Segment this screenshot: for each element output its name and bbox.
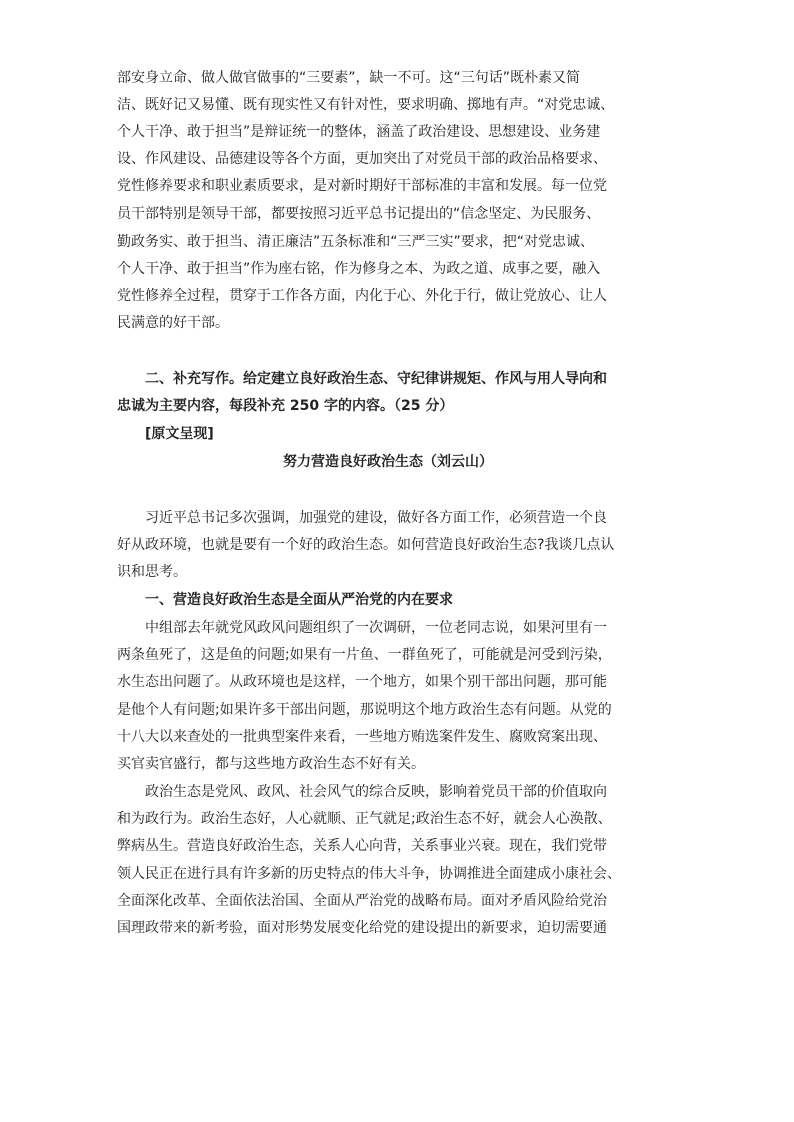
intro-text: 员干部特别是领导干部，都要按照习近平总书记提出的“信念坚定、为民服务、 (117, 206, 601, 222)
paragraph-2-text: 两条鱼死了，这是鱼的问题;如果有一片鱼、一群鱼死了，可能就是河受到污染， (117, 647, 612, 663)
article-intro-text: 好从政环境，也就是要有一个好的政治生态。如何营造良好政治生态?我谈几点认 (117, 537, 615, 553)
paragraph-3-text: 国理政带来的新考验，面对形势发展变化给党的建设提出的新要求，迫切需要通 (117, 920, 607, 936)
intro-text: 设、作风建设、品德建设等各个方面，更加突出了对党员干部的政治品格要求、 (117, 151, 607, 167)
intro-text: 洁、既好记又易懂、既有现实性又有针对性，要求明确、掷地有声。“对党忠诚、 (117, 97, 615, 113)
intro-text: 个人干净、敢于担当”是辩证统一的整体，涵盖了政治建设、思想建设、业务建 (117, 124, 601, 140)
paragraph-3-text: 政治生态是党风、政风、社会风气的综合反映，影响着党员干部的价值取向 (145, 784, 607, 800)
article-intro-text: 习近平总书记多次强调，加强党的建设，做好各方面工作，必须营造一个良 (145, 510, 607, 526)
article-title: 努力营造良好政治生态（刘云山） (283, 454, 493, 470)
intro-text: 民满意的好干部。 (117, 315, 229, 331)
subheading-1: 一、营造良好政治生态是全面从严治党的内在要求 (145, 592, 453, 608)
paragraph-2-text: 是他个人有问题;如果许多干部出问题，那说明这个地方政治生态有问题。从党的 (117, 702, 612, 718)
paragraph-3-text: 领人民正在进行具有许多新的历史特点的伟大斗争，协调推进全面建成小康社会、 (117, 866, 621, 882)
paragraph-3-text: 弊病丛生。营造良好政治生态，关系人心向背，关系事业兴衰。现在，我们党带 (117, 838, 607, 854)
intro-text: 部安身立命、做人做官做事的“三要素”，缺一不可。这“三句话”既朴素又简 (117, 70, 581, 86)
intro-text: 勤政务实、敢于担当、清正廉洁”五条标准和“三严三实”要求，把“对党忠诚、 (117, 234, 595, 250)
article-title-line (0, 452, 794, 472)
intro-text: 党性修养全过程，贯穿于工作各方面，内化于心、外化于行，做让党放心、让人 (117, 288, 607, 304)
section-heading-text: 忠诚为主要内容，每段补充 250 字的内容。（25 分） (117, 398, 454, 414)
original-label: [原文呈现] (145, 426, 214, 442)
paragraph-2-text: 买官卖官盛行，都与这些地方政治生态不好有关。 (117, 756, 425, 772)
section-heading-text: 二、补充写作。给定建立良好政治生态、守纪律讲规矩、作风与用人导向和 (145, 371, 607, 387)
intro-text: 党性修养要求和职业素质要求，是对新时期好干部标准的丰富和发展。每一位党 (117, 178, 607, 194)
intro-text: 个人干净、敢于担当”作为座右铭，作为修身之本、为政之道、成事之要，融入 (117, 261, 601, 277)
article-intro-text: 识和思考。 (117, 564, 187, 580)
paragraph-3-text: 和为政行为。政治生态好，人心就顺、正气就足;政治生态不好，就会人心涣散、 (117, 811, 612, 827)
paragraph-2-text: 水生态出问题了。从政环境也是这样，一个地方，如果个别干部出问题，那可能 (117, 674, 607, 690)
paragraph-2-text: 十八大以来查处的一批典型案件来看，一些地方贿选案件发生、腐败窝案出现、 (117, 729, 607, 745)
paragraph-2-text: 中组部去年就党风政风问题组织了一次调研，一位老同志说，如果河里有一 (145, 620, 607, 636)
paragraph-3-text: 全面深化改革、全面依法治国、全面从严治党的战略布局。面对矛盾风险给党治 (117, 893, 607, 909)
